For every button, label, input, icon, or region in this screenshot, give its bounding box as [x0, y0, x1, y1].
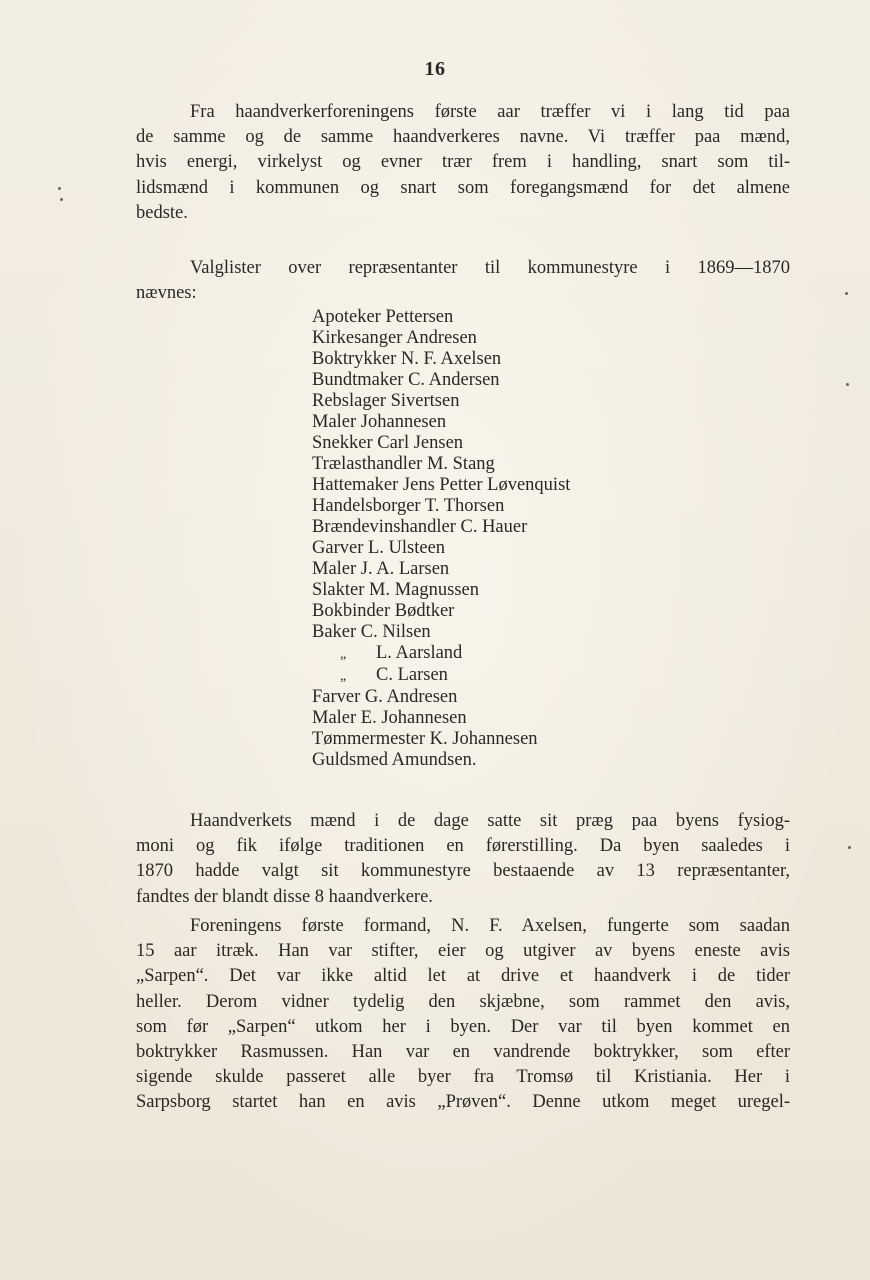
list-item-text: Trælasthandler M. Stang — [312, 454, 495, 474]
paragraph-4-line: heller. Derom vidner tydelig den skjæbne, som rammet den avis, — [136, 991, 790, 1012]
list-item-text: Apoteker Pettersen — [312, 307, 454, 327]
list-item-text: Slakter M. Magnussen — [312, 580, 479, 600]
list-item — [312, 328, 570, 349]
list-item — [312, 687, 570, 708]
paragraph-1-line: lidsmænd i kommunen og snart som foregangsmænd for det almene — [136, 177, 790, 198]
paragraph-1-line: de samme og de samme haandverkeres navne. Vi træffer paa mænd, — [136, 127, 790, 148]
paper-speck — [845, 292, 848, 295]
paragraph-2-line: nævnes: — [136, 283, 197, 304]
list-item-text: L. Aarsland — [376, 643, 463, 663]
paper-speck — [60, 198, 63, 201]
paragraph-4-line: boktrykker Rasmussen. Han var en vandrende boktrykker, som efter — [136, 1042, 790, 1063]
list-item-text: Baker C. Nilsen — [312, 622, 431, 642]
list-item — [312, 729, 570, 750]
list-item-text: Brændevinshandler C. Hauer — [312, 517, 528, 537]
list-item-text: Bokbinder Bødtker — [312, 601, 455, 621]
paragraph-4 — [136, 914, 790, 1116]
page-number: 16 — [424, 58, 446, 80]
paper-speck — [58, 187, 61, 190]
list-item-text: Bundtmaker C. Andersen — [312, 370, 500, 390]
list-item-text: Boktrykker N. F. Axelsen — [312, 349, 502, 369]
list-item — [312, 601, 570, 622]
paragraph-4-line: „Sarpen“. Det var ikke altid let at drive et haandverk i de tider — [136, 966, 790, 987]
list-item-text: Handelsborger T. Thorsen — [312, 496, 505, 516]
list-item-text: Maler E. Johannesen — [312, 708, 467, 728]
paragraph-1-line: bedste. — [136, 202, 188, 223]
list-item-text: Maler J. A. Larsen — [312, 559, 450, 579]
paragraph-4-line: Foreningens første formand, N. F. Axelsen, fungerte som saadan — [190, 916, 790, 936]
list-item-text: Farver G. Andresen — [312, 687, 458, 707]
paper-speck — [848, 846, 851, 849]
list-item — [312, 622, 570, 643]
list-item — [312, 538, 570, 559]
paragraph-1 — [136, 100, 790, 226]
list-item — [312, 580, 570, 601]
ditto-mark: „ — [340, 669, 347, 684]
representatives-list — [312, 307, 570, 771]
paragraph-3-line: 1870 hadde valgt sit kommunestyre bestaaende av 13 repræsentanter, — [136, 861, 790, 882]
paragraph-2 — [136, 256, 790, 306]
list-item — [312, 412, 570, 433]
paragraph-4-line: Sarpsborg startet han en avis „Prøven“. Denne utkom meget uregel- — [136, 1092, 790, 1113]
list-item — [312, 307, 570, 328]
paragraph-3 — [136, 809, 790, 910]
paragraph-3-line: fandtes der blandt disse 8 haandverkere. — [136, 886, 433, 907]
list-item — [312, 665, 570, 687]
paragraph-3-line: Haandverkets mænd i de dage satte sit præg paa byens fysiog- — [190, 811, 790, 831]
list-item — [312, 559, 570, 580]
list-item — [312, 517, 570, 538]
paper-speck — [846, 383, 849, 386]
list-item — [312, 370, 570, 391]
list-item — [312, 750, 570, 771]
paragraph-4-line: 15 aar itræk. Han var stifter, eier og utgiver av byens eneste avis — [136, 941, 790, 962]
list-item-text: Tømmermester K. Johannesen — [312, 729, 538, 749]
paragraph-1-line: Fra haandverkerforeningens første aar træffer vi i lang tid paa — [190, 102, 790, 122]
paragraph-1-line: hvis energi, virkelyst og evner trær frem i handling, snart som til- — [136, 152, 790, 173]
list-item — [312, 433, 570, 454]
list-item — [312, 475, 570, 496]
list-item — [312, 454, 570, 475]
list-item-text: Maler Johannesen — [312, 412, 447, 432]
paragraph-4-line: sigende skulde passeret alle byer fra Tromsø til Kristiania. Her i — [136, 1067, 790, 1088]
list-item — [312, 643, 570, 665]
list-item-text: Kirkesanger Andresen — [312, 328, 477, 348]
list-item-text: C. Larsen — [376, 665, 448, 685]
list-item-text: Hattemaker Jens Petter Løvenquist — [312, 475, 571, 495]
list-item-text: Garver L. Ulsteen — [312, 538, 446, 558]
list-item — [312, 349, 570, 370]
paragraph-4-line: som før „Sarpen“ utkom her i byen. Der var til byen kommet en — [136, 1016, 790, 1037]
list-item-text: Guldsmed Amundsen. — [312, 750, 477, 770]
list-item — [312, 391, 570, 412]
paragraph-3-line: moni og fik ifølge traditionen en førerstilling. Da byen saaledes i — [136, 836, 790, 857]
list-item — [312, 708, 570, 729]
list-item-text: Snekker Carl Jensen — [312, 433, 464, 453]
ditto-mark: „ — [340, 647, 347, 662]
list-item — [312, 496, 570, 517]
list-item-text: Rebslager Sivertsen — [312, 391, 460, 411]
paragraph-2-line: Valglister over repræsentanter til kommunestyre i 1869—1870 — [190, 258, 790, 278]
